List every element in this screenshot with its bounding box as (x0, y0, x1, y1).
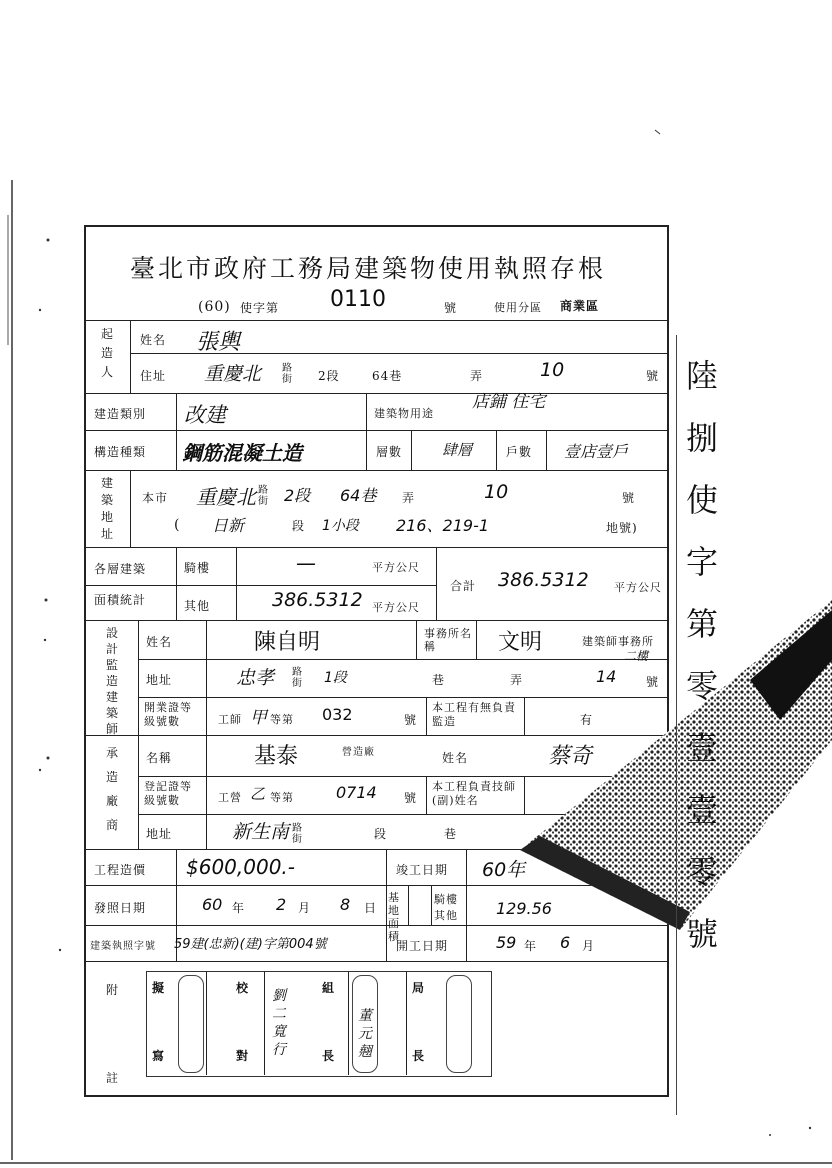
applicant-addr-number: 10 (540, 359, 565, 381)
architect-addr-lane: 巷 (432, 673, 446, 687)
architect-license-label: 開業證等級號數 (144, 701, 192, 728)
overlapping-page-corner (500, 600, 832, 1000)
cost-value: $600,000.- (186, 855, 296, 879)
contractor-reg-prefix: 工營 (218, 791, 242, 804)
issue-day: 8 (340, 895, 351, 914)
architect-responsible-value: 有 (580, 713, 594, 727)
applicant-name: 張輿 (196, 330, 241, 355)
land-open: ( (174, 517, 181, 533)
issue-year: 60 (202, 895, 223, 914)
site-other: 其他 (434, 909, 458, 922)
area-other-unit: 平方公尺 (372, 601, 420, 614)
zone-value: 商業區 (560, 299, 600, 313)
architect-license-number: 032 (322, 705, 353, 724)
issue-label: 發照日期 (94, 901, 147, 915)
land-numbers: 216、219-1 (396, 516, 490, 535)
form-title: 臺北市政府工務局建築物使用執照存根 (130, 254, 607, 283)
contractor-name: 基泰 (254, 744, 299, 769)
sig-3-name: 董元翹 (358, 1008, 372, 1060)
households-value: 壹店壹戶 (564, 442, 629, 461)
applicant-addr-road-street: 路街 (282, 363, 293, 385)
issue-ri: 日 (364, 901, 378, 915)
building-addr-road-street: 路街 (258, 485, 269, 507)
applicant-group-label: 起造人 (100, 327, 113, 379)
contractor-addr-road: 新生南 (232, 821, 290, 843)
contractor-reg-number: 0714 (336, 783, 377, 802)
land-suffix: 地號) (606, 521, 638, 535)
permit-hao: 號 (444, 301, 458, 315)
area-label-2: 面積統計 (94, 593, 147, 607)
contractor-reg-hao: 號 (404, 791, 418, 805)
cost-label: 工程造價 (94, 863, 147, 877)
remarks-label-2: 註 (106, 1071, 120, 1085)
contractor-reg-grade: 乙 (250, 785, 266, 803)
structure-value: 鋼筋混凝土造 (182, 441, 302, 465)
completion-value: 60年 (482, 859, 526, 881)
architect-addr-alley: 弄 (510, 673, 524, 687)
remarks-label-1: 附 (106, 983, 120, 997)
build-use-value: 店鋪 住宅 (472, 392, 546, 412)
site-value: 129.56 (496, 899, 552, 918)
area-label-1: 各層建築 (94, 562, 147, 576)
contractor-reg-mid: 等第 (270, 791, 294, 804)
permit-number: 0110 (330, 287, 386, 312)
permit-ref-label: 建築執照字號 (90, 941, 156, 952)
applicant-addr-alley: 弄 (470, 369, 484, 383)
contractor-person-label: 姓名 (442, 751, 469, 765)
architect-office-suffix: 建築師事務所 (582, 635, 654, 648)
permit-ref-value: 59建(忠新)(建)字第004號 (174, 937, 327, 952)
completion-label: 竣工日期 (396, 863, 449, 877)
contractor-engineer-label: 本工程負責技師(副)姓名 (432, 780, 516, 807)
contractor-group-label: 承造廠商 (105, 746, 118, 832)
building-addr-city: 本市 (142, 491, 169, 505)
applicant-addr-lane: 64巷 (372, 369, 403, 383)
contractor-reg-label: 登記證等級號數 (144, 780, 192, 807)
building-addr-hao: 號 (622, 491, 636, 505)
sig-1-bottom: 寫 (152, 1049, 166, 1063)
land-duan: 段 (292, 519, 306, 533)
applicant-addr-label: 住址 (140, 369, 167, 383)
architect-license-prefix: 工師 (218, 713, 242, 726)
sig-2-name: 劉二寬 行 (272, 988, 286, 1058)
build-type-label: 建造類別 (94, 407, 147, 421)
building-addr-alley: 弄 (402, 491, 416, 505)
contractor-addr-road-street: 路街 (292, 823, 303, 845)
start-label: 開工日期 (396, 939, 449, 953)
architect-name-label: 姓名 (146, 635, 173, 649)
applicant-addr-hao: 號 (646, 369, 660, 383)
sig-1-top: 擬 (152, 981, 166, 995)
households-label: 戶數 (506, 445, 533, 459)
structure-label: 構造種類 (94, 445, 147, 459)
building-addr-road: 重慶北 (196, 485, 256, 509)
architect-addr-label: 地址 (146, 673, 173, 687)
architect-responsible-label: 本工程有無負責監造 (432, 701, 516, 728)
building-addr-lane: 64巷 (340, 486, 377, 505)
area-total-value: 386.5312 (498, 569, 589, 591)
seal-4 (446, 975, 472, 1073)
applicant-addr-duan: 2段 (318, 369, 340, 383)
architect-addr-road: 忠孝 (236, 667, 275, 689)
area-other-label: 其他 (184, 599, 211, 613)
sig-4-top: 局 (412, 981, 426, 995)
architect-group-label: 設計監造建築師 (105, 626, 118, 736)
permit-prefix: 使字第 (240, 301, 280, 315)
issue-nian: 年 (232, 901, 246, 915)
build-type-value: 改建 (184, 403, 226, 427)
start-yue: 月 (582, 939, 596, 953)
seal-3 (352, 975, 378, 1073)
architect-addr-road-street: 路街 (292, 667, 303, 689)
floors-value: 肆層 (442, 441, 473, 459)
sig-3-top: 組 (322, 981, 336, 995)
area-arcade-value: — (296, 551, 316, 575)
architect-office-floor: 二樓 (624, 649, 649, 663)
building-addr-number: 10 (484, 481, 509, 503)
land-subsection: 1小段 (322, 518, 359, 534)
issue-month: 2 (276, 895, 287, 914)
architect-license-grade: 甲 (250, 708, 267, 728)
sig-3-bottom: 長 (322, 1049, 336, 1063)
start-month: 6 (560, 933, 571, 952)
architect-name: 陳自明 (254, 630, 321, 655)
contractor-addr-lane: 巷 (444, 827, 458, 841)
build-use-label: 建築物用途 (374, 407, 434, 420)
architect-license-mid: 等第 (270, 713, 294, 726)
site-label: 基地面積 (388, 891, 400, 943)
architect-addr-hao: 號 (646, 675, 660, 689)
area-arcade-label: 騎樓 (184, 561, 211, 575)
year-paren: (60) (198, 299, 231, 315)
area-other-value: 386.5312 (272, 589, 363, 611)
contractor-addr-duan: 段 (374, 827, 388, 841)
contractor-addr-label: 地址 (146, 827, 173, 841)
issue-yue: 月 (298, 901, 312, 915)
site-arcade: 騎樓 (434, 893, 458, 906)
architect-office: 文明 (498, 630, 543, 655)
zone-label: 使用分區 (494, 301, 542, 314)
seal-1 (178, 975, 204, 1073)
start-year: 59 (496, 933, 517, 952)
applicant-name-label: 姓名 (140, 333, 167, 347)
sig-4-bottom: 長 (412, 1049, 426, 1063)
architect-addr-duan: 1段 (324, 670, 347, 686)
applicant-addr-road: 重慶北 (204, 363, 262, 385)
area-total-label: 合計 (450, 579, 477, 593)
land-section: 日新 (212, 516, 245, 535)
building-addr-duan: 2段 (284, 486, 311, 505)
architect-license-hao: 號 (404, 713, 418, 727)
area-total-unit: 平方公尺 (614, 581, 662, 594)
architect-addr-number: 14 (596, 667, 617, 686)
building-addr-label: 建築地址 (100, 476, 113, 541)
area-arcade-unit: 平方公尺 (372, 561, 420, 574)
contractor-person: 蔡奇 (548, 744, 593, 769)
sig-2-bottom: 對 (236, 1049, 250, 1063)
contractor-name-label: 名稱 (146, 751, 173, 765)
start-nian: 年 (524, 939, 538, 953)
sig-2-top: 校 (236, 981, 250, 995)
right-margin-text: 陸捌使字第零壹壹零號 (685, 357, 718, 953)
floors-label: 層數 (376, 445, 403, 459)
architect-office-label: 事務所名稱 (424, 627, 472, 653)
contractor-firm-type: 營造廠 (342, 747, 375, 758)
